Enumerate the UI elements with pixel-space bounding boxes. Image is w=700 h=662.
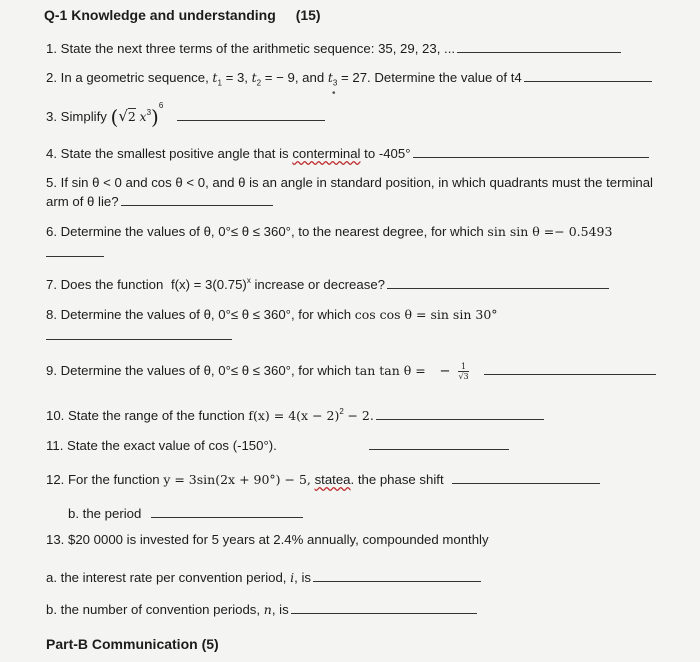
question-1 bbox=[46, 40, 621, 57]
question-10-prefix: 10. State the range of the function bbox=[46, 408, 245, 423]
section-a-heading bbox=[44, 7, 321, 23]
question-13a-suffix: , is bbox=[294, 570, 311, 585]
question-2 bbox=[46, 69, 652, 92]
question-7-function: f(x) = 3(0.75) bbox=[170, 277, 247, 292]
question-8-expression: cos cos θ = sin sin 30° bbox=[354, 307, 498, 322]
question-13b-variable: n bbox=[263, 602, 272, 617]
answer-blank-1[interactable] bbox=[457, 40, 621, 53]
term-t3-sub: 3 bbox=[332, 78, 338, 88]
answer-blank-12a[interactable] bbox=[452, 471, 600, 484]
radical-sign: √ bbox=[118, 107, 128, 125]
question-5-line-1 bbox=[46, 175, 653, 191]
question-12 bbox=[46, 471, 600, 488]
answer-blank-12b[interactable] bbox=[151, 505, 303, 518]
question-5-text-1: 5. If sin θ < 0 and cos θ < 0, and θ is an angle in standard position, in which quadrants must the terminal bbox=[46, 175, 653, 190]
term-t3-letter: t bbox=[327, 70, 333, 85]
answer-blank-2[interactable] bbox=[524, 69, 652, 82]
answer-blank-7[interactable] bbox=[387, 276, 609, 289]
variable-x: x bbox=[139, 109, 147, 124]
question-3-text: 3. Simplify bbox=[46, 109, 107, 124]
question-12b-text: b. the period bbox=[68, 506, 142, 521]
answer-blank-13a[interactable] bbox=[313, 569, 481, 582]
question-7 bbox=[46, 276, 609, 293]
question-9 bbox=[46, 362, 656, 381]
question-4-suffix: to -405° bbox=[364, 146, 411, 161]
question-11 bbox=[46, 437, 509, 454]
question-13b-suffix: , is bbox=[271, 602, 289, 617]
question-12-expression: y = 3sin(2x + 90°) − 5, bbox=[163, 472, 311, 487]
question-6-prefix: 6. Determine the values of θ, 0°≤ θ ≤ 360°, to the nearest degree, for which bbox=[46, 224, 484, 239]
question-12-prefix: 12. For the function bbox=[46, 472, 160, 487]
term-t2-sub: 2 bbox=[256, 78, 262, 88]
question-5-line-2 bbox=[46, 193, 273, 210]
question-6-answer bbox=[46, 244, 104, 261]
question-8 bbox=[46, 307, 498, 323]
question-9-prefix: 9. Determine the values of θ, 0°≤ θ ≤ 360°, for which bbox=[46, 363, 352, 378]
question-12b bbox=[68, 505, 303, 522]
radicand: 2 bbox=[127, 109, 136, 124]
question-13b-prefix: b. the number of convention periods, bbox=[46, 602, 261, 617]
question-9-minus: − bbox=[439, 364, 451, 379]
question-13a-prefix: a. the interest rate per convention period, bbox=[46, 570, 287, 585]
question-6 bbox=[46, 224, 612, 240]
answer-blank-4[interactable] bbox=[413, 145, 649, 158]
fraction-numerator: 1 bbox=[458, 362, 468, 372]
question-10 bbox=[46, 407, 544, 424]
question-8-prefix: 8. Determine the values of θ, 0°≤ θ ≤ 360°, for which bbox=[46, 307, 352, 322]
answer-blank-6[interactable] bbox=[46, 244, 104, 257]
question-13b bbox=[46, 601, 477, 618]
answer-blank-11[interactable] bbox=[369, 437, 509, 450]
question-13-text: 13. $20 0000 is invested for 5 years at 2.4% annually, compounded monthly bbox=[46, 532, 489, 547]
answer-blank-5[interactable] bbox=[121, 193, 273, 206]
misspelled-word: conterminal bbox=[292, 146, 361, 161]
question-5-text-2: arm of θ lie? bbox=[46, 194, 119, 209]
question-7-exponent: x bbox=[246, 276, 251, 285]
question-8-answer bbox=[46, 327, 232, 344]
answer-blank-9[interactable] bbox=[484, 362, 656, 375]
term-t1-sub: 1 bbox=[217, 78, 222, 88]
section-b-heading bbox=[46, 636, 219, 652]
fraction bbox=[458, 362, 468, 381]
question-11-text: 11. State the exact value of cos (-150°). bbox=[46, 438, 277, 453]
outer-exponent: 6 bbox=[158, 101, 164, 110]
question-13 bbox=[46, 532, 489, 548]
inner-exponent: 3 bbox=[146, 108, 152, 117]
question-10-exponent: 2 bbox=[339, 407, 344, 416]
stray-mark: • bbox=[332, 88, 336, 99]
question-4 bbox=[46, 145, 649, 162]
question-1-text: 1. State the next three terms of the arithmetic sequence: 35, 29, 23, ... bbox=[46, 41, 456, 56]
term-t2-value: = − 9, and bbox=[264, 70, 325, 85]
question-7-suffix: increase or decrease? bbox=[254, 277, 385, 292]
question-12-suffix: . the phase shift bbox=[350, 472, 444, 487]
term-t2-letter: t bbox=[251, 70, 257, 85]
section-a-marks: (15) bbox=[295, 7, 321, 23]
question-4-prefix: 4. State the smallest positive angle that is bbox=[46, 146, 289, 161]
right-paren: ) bbox=[151, 105, 159, 129]
answer-blank-3[interactable] bbox=[177, 108, 325, 121]
term-t1-letter: t bbox=[212, 70, 218, 85]
question-13a-variable: i bbox=[290, 570, 295, 585]
question-10-suffix: − 2. bbox=[347, 408, 374, 423]
question-13a bbox=[46, 569, 481, 586]
left-paren: ( bbox=[110, 105, 119, 129]
question-2-prefix: 2. In a geometric sequence, bbox=[46, 70, 209, 85]
question-3 bbox=[46, 101, 325, 129]
term-t1-value: = 3, bbox=[225, 70, 248, 85]
term-t3-value: = 27. Determine the value of t4 bbox=[341, 70, 522, 85]
fraction-denominator: √3 bbox=[458, 372, 469, 382]
section-a-title: Q-1 Knowledge and understanding bbox=[44, 7, 276, 23]
answer-blank-10[interactable] bbox=[376, 407, 544, 420]
question-12-misspelled: statea bbox=[314, 472, 351, 487]
question-6-expression: sin sin θ =− 0.5493 bbox=[487, 224, 613, 239]
answer-blank-8[interactable] bbox=[46, 327, 232, 340]
question-10-expression: f(x) = 4(x − 2) bbox=[248, 408, 340, 423]
section-b-title: Part-B Communication (5) bbox=[46, 636, 219, 652]
question-9-expression: tan tan θ = bbox=[354, 363, 426, 378]
answer-blank-13b[interactable] bbox=[291, 601, 477, 614]
question-7-prefix: 7. Does the function bbox=[46, 277, 164, 292]
